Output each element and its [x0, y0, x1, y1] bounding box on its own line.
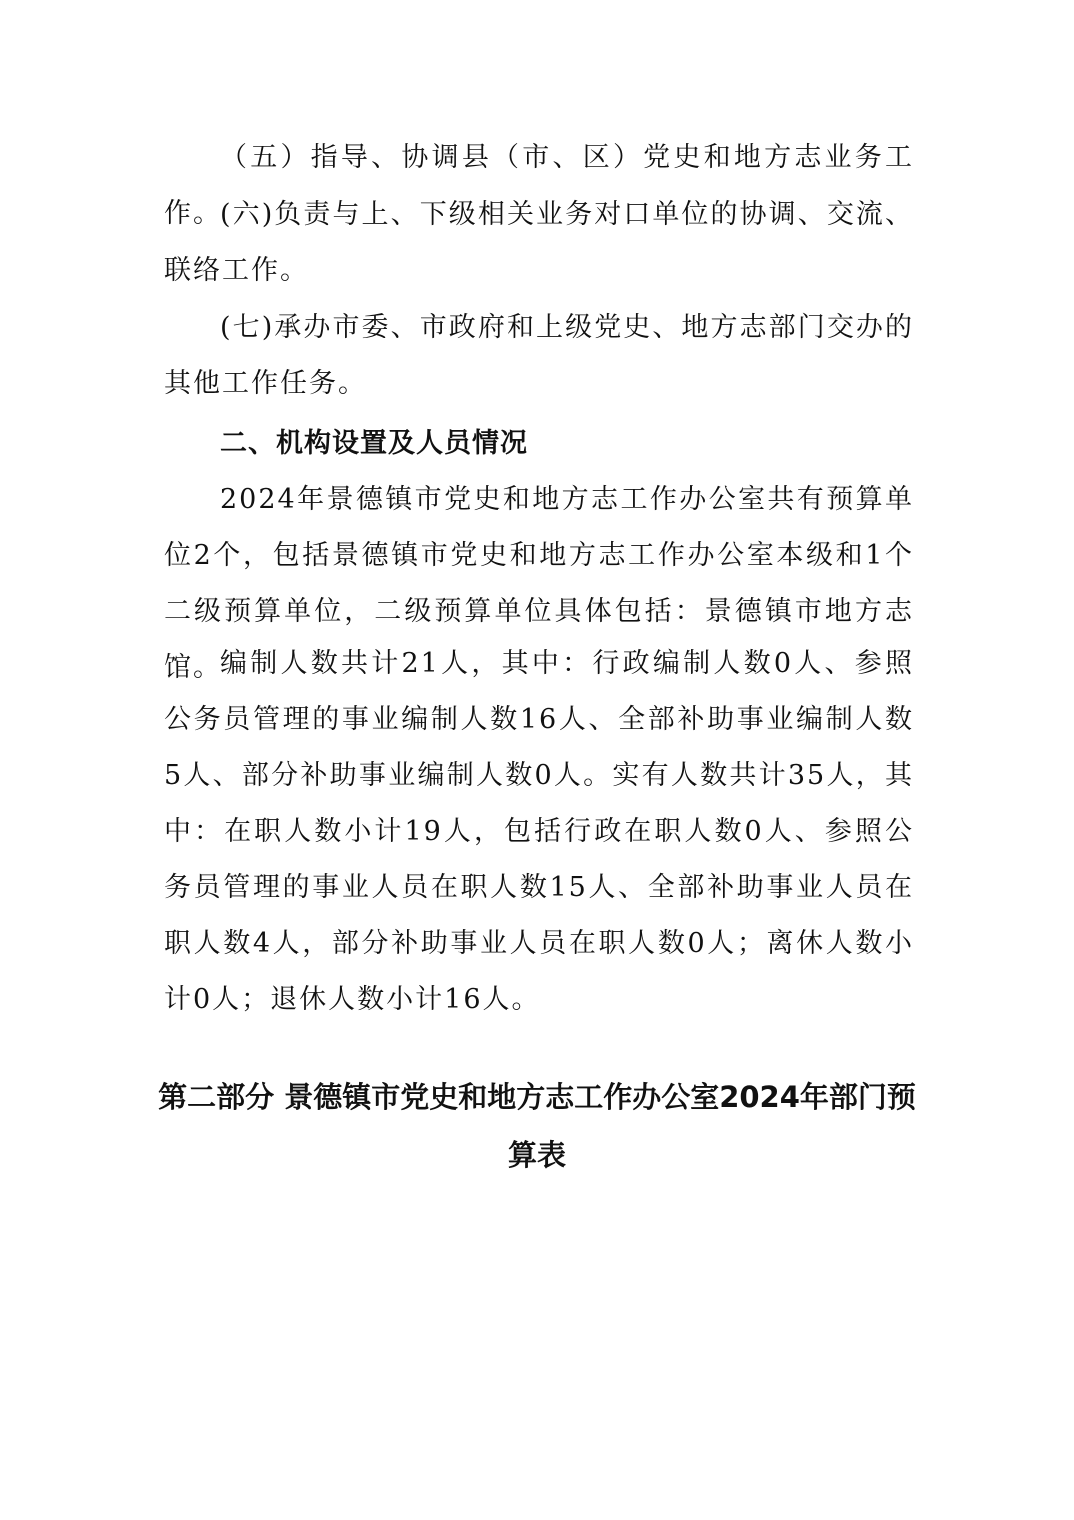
- paragraph-item-6: (六)负责与上、下级相关业务对口单位的协调、交流、联络工作。: [164, 199, 914, 286]
- paragraph-item-7: (七)承办市委、市政府和上级党史、地方志部门交办的其他工作任务。: [164, 312, 914, 399]
- budget-units-paragraph: 2024年景德镇市党史和地方志工作办公室共有预算单位2个，包括景德镇市党史和地方志工作办公室本级和1个二级预算单位，二级预算单位具体包括：景德镇市地方志馆。: [164, 484, 914, 683]
- part-title: 第二部分 景德镇市党史和地方志工作办公室2024年部门预算表: [158, 1080, 916, 1172]
- paragraph-item-5: （五）指导、协调县（市、区）党史和地方志业务工作。: [164, 142, 914, 229]
- staffing-paragraph: 编制人数共计21人，其中：行政编制人数0人、参照公务员管理的事业编制人数16人、全部补助事业编制人数5人、部分补助事业编制人数0人。实有人数共计35人，其中：在职人数小计19人，包括行政在职人数0人、参照公务员管理的事业人员在职人数15人、全部补助事业人员在职人数4人，部分补助事业人员在职人数0人；离休人数小计0人；退休人数小计16人。: [164, 648, 914, 1015]
- section-heading: 二、机构设置及人员情况: [220, 428, 528, 459]
